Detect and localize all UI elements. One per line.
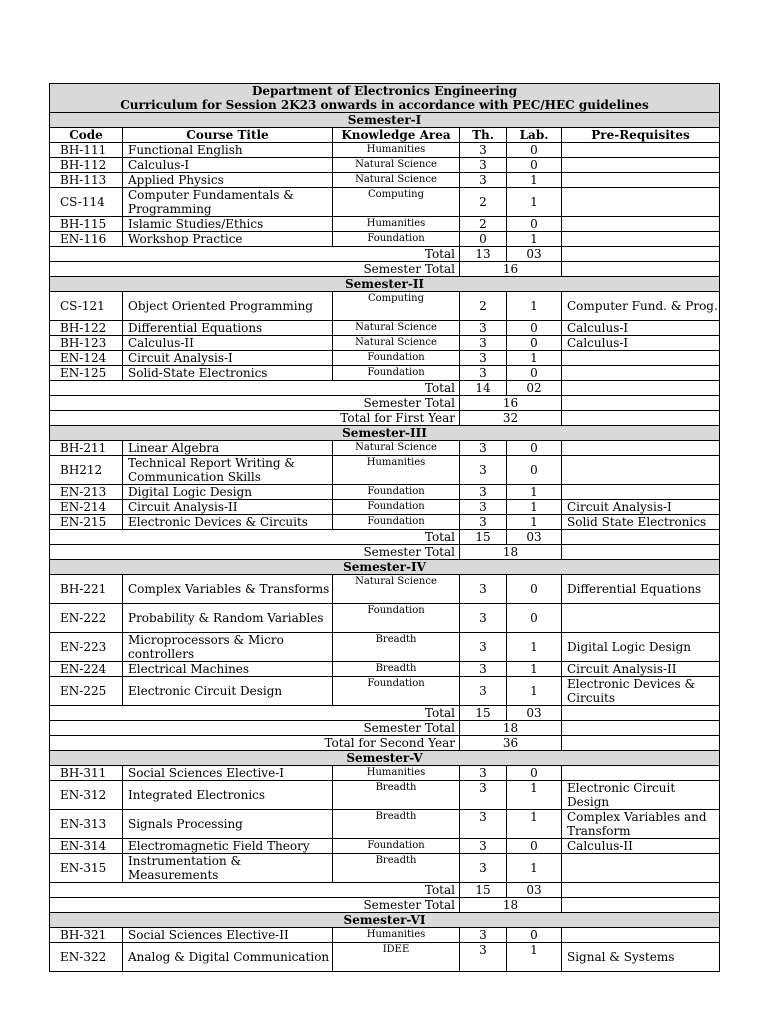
prerequisites: Solid State Electronics [562, 515, 720, 530]
total-label: Total [50, 706, 460, 721]
semester-total-value: 18 [460, 898, 562, 913]
knowledge-area: Foundation [333, 500, 460, 515]
lab-credits: 0 [507, 604, 562, 633]
theory-credits: 3 [460, 633, 507, 662]
semester-header: Semester-IV [50, 560, 720, 575]
prerequisites: Signal & Systems [562, 943, 720, 972]
semester-header: Semester-V [50, 751, 720, 766]
curriculum-sheet [49, 83, 719, 972]
knowledge-area: Foundation [333, 677, 460, 706]
theory-credits: 3 [460, 351, 507, 366]
semester-total-value: 36 [460, 736, 562, 751]
theory-credits: 3 [460, 500, 507, 515]
course-row [50, 781, 720, 810]
total-theory: 14 [460, 381, 507, 396]
course-row [50, 232, 720, 247]
theory-credits: 3 [460, 143, 507, 158]
total-lab: 03 [507, 706, 562, 721]
lab-credits: 0 [507, 441, 562, 456]
prerequisites: Computer Fund. & Prog. [562, 292, 720, 321]
total-blank [562, 381, 720, 396]
theory-credits: 3 [460, 158, 507, 173]
lab-credits: 0 [507, 336, 562, 351]
course-title: Probability & Random Variables [123, 604, 333, 633]
total-lab: 03 [507, 883, 562, 898]
semester-header: Semester-I [50, 113, 720, 128]
course-code: EN-322 [50, 943, 123, 972]
lab-credits: 0 [507, 456, 562, 485]
course-title: Calculus-I [123, 158, 333, 173]
course-code: EN-222 [50, 604, 123, 633]
course-code: EN-225 [50, 677, 123, 706]
semester-header-row [50, 560, 720, 575]
theory-credits: 2 [460, 217, 507, 232]
lab-credits: 1 [507, 854, 562, 883]
knowledge-area: Foundation [333, 366, 460, 381]
semester-total-label: Semester Total [50, 721, 460, 736]
prerequisites [562, 456, 720, 485]
knowledge-area: Foundation [333, 604, 460, 633]
lab-credits: 0 [507, 928, 562, 943]
prerequisites [562, 441, 720, 456]
course-title: Integrated Electronics [123, 781, 333, 810]
course-title: Islamic Studies/Ethics [123, 217, 333, 232]
semester-total-row [50, 411, 720, 426]
theory-credits: 3 [460, 173, 507, 188]
course-code: BH-211 [50, 441, 123, 456]
theory-credits: 3 [460, 839, 507, 854]
knowledge-area: Breadth [333, 781, 460, 810]
course-code: BH-112 [50, 158, 123, 173]
semester-header-row [50, 913, 720, 928]
course-row [50, 336, 720, 351]
lab-credits: 0 [507, 839, 562, 854]
course-title: Functional English [123, 143, 333, 158]
theory-credits: 3 [460, 943, 507, 972]
curriculum-header [50, 84, 720, 113]
semester-total-blank [562, 545, 720, 560]
lab-credits: 0 [507, 217, 562, 232]
lab-credits: 1 [507, 500, 562, 515]
prerequisites: Differential Equations [562, 575, 720, 604]
prerequisites [562, 232, 720, 247]
knowledge-area: Natural Science [333, 321, 460, 336]
course-row [50, 515, 720, 530]
course-row [50, 351, 720, 366]
knowledge-area: Humanities [333, 928, 460, 943]
theory-credits: 3 [460, 781, 507, 810]
knowledge-area: Foundation [333, 351, 460, 366]
knowledge-area: Foundation [333, 232, 460, 247]
course-row [50, 677, 720, 706]
semester-total-blank [562, 721, 720, 736]
total-theory: 13 [460, 247, 507, 262]
knowledge-area: Natural Science [333, 441, 460, 456]
semester-total-row [50, 736, 720, 751]
course-row [50, 928, 720, 943]
prerequisites [562, 928, 720, 943]
total-blank [562, 883, 720, 898]
course-row [50, 766, 720, 781]
semester-total-row [50, 262, 720, 277]
total-lab: 03 [507, 247, 562, 262]
prerequisites-header: Pre-Requisites [562, 128, 720, 143]
course-code: CS-121 [50, 292, 123, 321]
semester-total-value: 16 [460, 396, 562, 411]
course-code: EN-315 [50, 854, 123, 883]
theory-credits: 2 [460, 292, 507, 321]
knowledge-area-header: Knowledge Area [333, 128, 460, 143]
course-title: Analog & Digital Communication [123, 943, 333, 972]
course-code: BH-113 [50, 173, 123, 188]
course-code: EN-215 [50, 515, 123, 530]
lab-credits: 0 [507, 143, 562, 158]
knowledge-area: Foundation [333, 485, 460, 500]
total-blank [562, 530, 720, 545]
semester-total-label: Semester Total [50, 396, 460, 411]
lab-credits: 0 [507, 321, 562, 336]
semester-total-value: 18 [460, 545, 562, 560]
course-row [50, 604, 720, 633]
theory-credits: 3 [460, 456, 507, 485]
semester-total-blank [562, 736, 720, 751]
knowledge-area: Computing [333, 292, 460, 321]
lab-credits: 1 [507, 188, 562, 217]
course-row [50, 500, 720, 515]
course-code: CS-114 [50, 188, 123, 217]
knowledge-area: Humanities [333, 217, 460, 232]
prerequisites: Calculus-I [562, 336, 720, 351]
theory-credits: 3 [460, 441, 507, 456]
course-title: Electrical Machines [123, 662, 333, 677]
course-row [50, 839, 720, 854]
course-row [50, 158, 720, 173]
semester-header: Semester-VI [50, 913, 720, 928]
course-title: Technical Report Writing & Communication Skills [123, 456, 333, 485]
theory-credits: 3 [460, 854, 507, 883]
course-row [50, 441, 720, 456]
course-row [50, 662, 720, 677]
semester-header: Semester-II [50, 277, 720, 292]
knowledge-area: Natural Science [333, 158, 460, 173]
column-header-row [50, 128, 720, 143]
course-row [50, 173, 720, 188]
theory-credits: 2 [460, 188, 507, 217]
theory-credits: 3 [460, 515, 507, 530]
prerequisites: Electronic Circuit Design [562, 781, 720, 810]
total-label: Total [50, 883, 460, 898]
curriculum-table [49, 83, 720, 972]
theory-credits: 3 [460, 321, 507, 336]
prerequisites: Complex Variables and Transform [562, 810, 720, 839]
theory-credits: 3 [460, 336, 507, 351]
curriculum-subtitle: Curriculum for Session 2K23 onwards in accordance with PEC/HEC guidelines [120, 98, 649, 112]
course-row [50, 321, 720, 336]
course-title: Differential Equations [123, 321, 333, 336]
course-code: BH-321 [50, 928, 123, 943]
lab-credits: 1 [507, 943, 562, 972]
course-code: EN-223 [50, 633, 123, 662]
theory-credits: 3 [460, 575, 507, 604]
prerequisites: Circuit Analysis-I [562, 500, 720, 515]
semester-header-row [50, 113, 720, 128]
knowledge-area: Computing [333, 188, 460, 217]
semester-total-label: Total for Second Year [50, 736, 460, 751]
semester-total-value: 18 [460, 721, 562, 736]
lab-credits: 0 [507, 766, 562, 781]
semester-total-label: Semester Total [50, 545, 460, 560]
prerequisites [562, 366, 720, 381]
course-row [50, 143, 720, 158]
prerequisites [562, 217, 720, 232]
prerequisites: Digital Logic Design [562, 633, 720, 662]
knowledge-area: Foundation [333, 515, 460, 530]
semester-total-label: Semester Total [50, 898, 460, 913]
prerequisites: Calculus-I [562, 321, 720, 336]
course-code: BH212 [50, 456, 123, 485]
lab-credits: 0 [507, 158, 562, 173]
course-title: Computer Fundamentals & Programming [123, 188, 333, 217]
course-title: Solid-State Electronics [123, 366, 333, 381]
knowledge-area: IDEE [333, 943, 460, 972]
course-title: Social Sciences Elective-II [123, 928, 333, 943]
semester-total-label: Semester Total [50, 262, 460, 277]
lab-credits: 1 [507, 173, 562, 188]
prerequisites: Circuit Analysis-II [562, 662, 720, 677]
lab-credits: 1 [507, 781, 562, 810]
department-title: Department of Electronics Engineering [251, 84, 518, 98]
theory-credits: 3 [460, 810, 507, 839]
knowledge-area: Breadth [333, 633, 460, 662]
lab-credits: 1 [507, 232, 562, 247]
theory-credits: 3 [460, 485, 507, 500]
course-code: EN-314 [50, 839, 123, 854]
lab-credits: 1 [507, 677, 562, 706]
total-row [50, 883, 720, 898]
lab-credits: 1 [507, 633, 562, 662]
total-row [50, 247, 720, 262]
course-title: Complex Variables & Transforms [123, 575, 333, 604]
semester-total-label: Total for First Year [50, 411, 460, 426]
total-lab: 03 [507, 530, 562, 545]
course-title: Instrumentation & Measurements [123, 854, 333, 883]
course-code: BH-221 [50, 575, 123, 604]
knowledge-area: Natural Science [333, 336, 460, 351]
course-title: Signals Processing [123, 810, 333, 839]
course-title: Social Sciences Elective-I [123, 766, 333, 781]
course-row [50, 188, 720, 217]
total-label: Total [50, 247, 460, 262]
semester-total-blank [562, 898, 720, 913]
course-title: Circuit Analysis-II [123, 500, 333, 515]
knowledge-area: Breadth [333, 810, 460, 839]
semester-total-row [50, 721, 720, 736]
semester-header-row [50, 426, 720, 441]
theory-credits: 0 [460, 232, 507, 247]
course-title: Calculus-II [123, 336, 333, 351]
prerequisites: Calculus-II [562, 839, 720, 854]
prerequisites [562, 854, 720, 883]
semester-header-row [50, 277, 720, 292]
total-theory: 15 [460, 706, 507, 721]
lab-credits: 1 [507, 485, 562, 500]
total-row [50, 706, 720, 721]
total-label: Total [50, 530, 460, 545]
theory-credits: 3 [460, 766, 507, 781]
knowledge-area: Breadth [333, 662, 460, 677]
course-code: BH-111 [50, 143, 123, 158]
course-code: EN-116 [50, 232, 123, 247]
course-row [50, 575, 720, 604]
prerequisites [562, 158, 720, 173]
lab-header: Lab. [507, 128, 562, 143]
prerequisites [562, 604, 720, 633]
total-blank [562, 247, 720, 262]
prerequisites [562, 188, 720, 217]
knowledge-area: Breadth [333, 854, 460, 883]
lab-credits: 0 [507, 366, 562, 381]
lab-credits: 0 [507, 575, 562, 604]
knowledge-area: Humanities [333, 143, 460, 158]
lab-credits: 1 [507, 810, 562, 839]
knowledge-area: Humanities [333, 766, 460, 781]
course-code: EN-224 [50, 662, 123, 677]
semester-total-row [50, 898, 720, 913]
course-title: Electronic Devices & Circuits [123, 515, 333, 530]
lab-credits: 1 [507, 515, 562, 530]
prerequisites [562, 351, 720, 366]
course-code: BH-311 [50, 766, 123, 781]
course-title: Microprocessors & Micro controllers [123, 633, 333, 662]
theory-credits: 3 [460, 366, 507, 381]
knowledge-area: Natural Science [333, 575, 460, 604]
total-row [50, 530, 720, 545]
theory-credits: 3 [460, 662, 507, 677]
semester-header-row [50, 751, 720, 766]
course-row [50, 854, 720, 883]
course-title: Workshop Practice [123, 232, 333, 247]
lab-credits: 1 [507, 292, 562, 321]
lab-credits: 1 [507, 662, 562, 677]
knowledge-area: Foundation [333, 839, 460, 854]
code-header: Code [50, 128, 123, 143]
course-title: Circuit Analysis-I [123, 351, 333, 366]
course-row [50, 485, 720, 500]
semester-total-value: 32 [460, 411, 562, 426]
total-theory: 15 [460, 530, 507, 545]
course-code: BH-122 [50, 321, 123, 336]
course-code: EN-312 [50, 781, 123, 810]
course-code: EN-213 [50, 485, 123, 500]
course-row [50, 217, 720, 232]
theory-credits: 3 [460, 604, 507, 633]
course-row [50, 943, 720, 972]
course-title: Digital Logic Design [123, 485, 333, 500]
knowledge-area: Humanities [333, 456, 460, 485]
semester-total-blank [562, 411, 720, 426]
theory-header: Th. [460, 128, 507, 143]
course-code: EN-124 [50, 351, 123, 366]
total-lab: 02 [507, 381, 562, 396]
prerequisites [562, 485, 720, 500]
prerequisites [562, 173, 720, 188]
course-title: Object Oriented Programming [123, 292, 333, 321]
theory-credits: 3 [460, 928, 507, 943]
total-label: Total [50, 381, 460, 396]
lab-credits: 1 [507, 351, 562, 366]
course-code: EN-125 [50, 366, 123, 381]
course-row [50, 456, 720, 485]
prerequisites [562, 143, 720, 158]
semester-header: Semester-III [50, 426, 720, 441]
course-code: EN-214 [50, 500, 123, 515]
knowledge-area: Natural Science [333, 173, 460, 188]
course-row [50, 810, 720, 839]
course-title: Electromagnetic Field Theory [123, 839, 333, 854]
course-title-header: Course Title [123, 128, 333, 143]
semester-total-row [50, 396, 720, 411]
course-row [50, 633, 720, 662]
semester-total-row [50, 545, 720, 560]
semester-total-value: 16 [460, 262, 562, 277]
total-blank [562, 706, 720, 721]
course-title: Applied Physics [123, 173, 333, 188]
prerequisites [562, 766, 720, 781]
semester-total-blank [562, 262, 720, 277]
course-row [50, 292, 720, 321]
course-row [50, 366, 720, 381]
course-title: Linear Algebra [123, 441, 333, 456]
course-code: BH-115 [50, 217, 123, 232]
theory-credits: 3 [460, 677, 507, 706]
semester-total-blank [562, 396, 720, 411]
total-theory: 15 [460, 883, 507, 898]
total-row [50, 381, 720, 396]
prerequisites: Electronic Devices & Circuits [562, 677, 720, 706]
course-code: EN-313 [50, 810, 123, 839]
course-code: BH-123 [50, 336, 123, 351]
course-title: Electronic Circuit Design [123, 677, 333, 706]
